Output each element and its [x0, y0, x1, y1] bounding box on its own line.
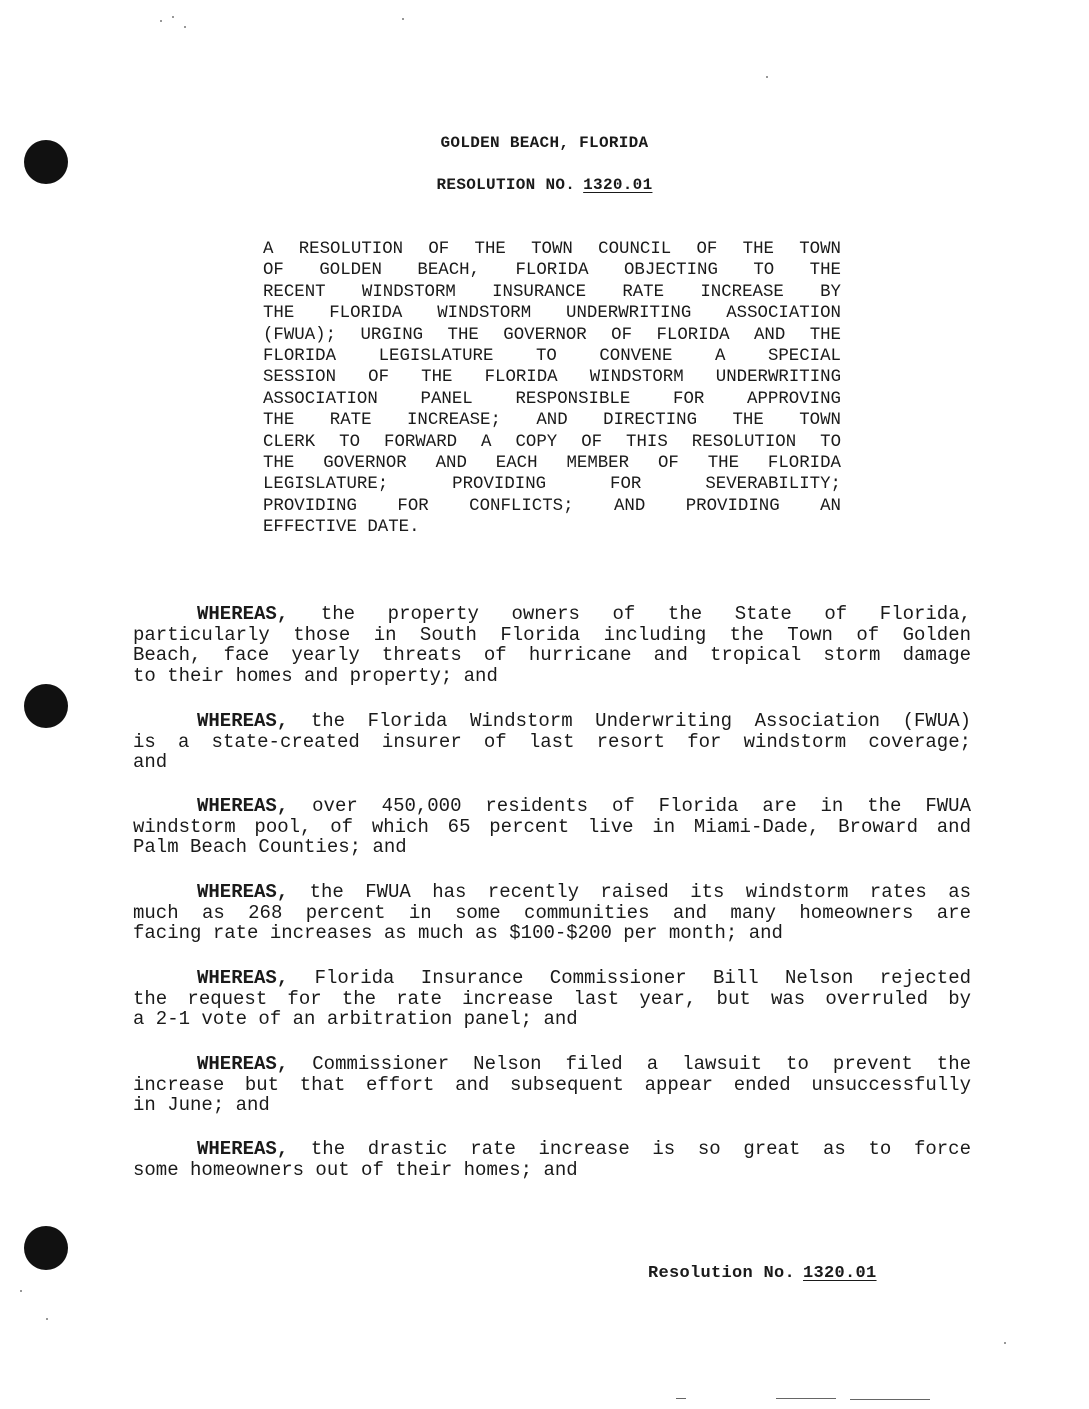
whereas-line: increase but that effort and subsequent appear ended unsuccessfully: [133, 1073, 971, 1096]
title-line: SESSION OF THE FLORIDA WINDSTORM UNDERWRITING: [263, 368, 841, 388]
title-line: PROVIDING FOR CONFLICTS; AND PROVIDING AN: [263, 496, 841, 516]
whereas-line: in June; and: [133, 1094, 270, 1116]
title-line: THE RATE INCREASE; AND DIRECTING THE TOWN: [263, 411, 841, 431]
whereas-first-text: over 450,000 residents of Florida are in the FWUA: [312, 795, 971, 817]
whereas-line: some homeowners out of their homes; and: [133, 1158, 578, 1181]
footer-resolution-number: [648, 1264, 877, 1283]
whereas-paragraph: [133, 711, 971, 773]
whereas-paragraph: [133, 1139, 971, 1180]
scan-speck: [46, 1318, 48, 1320]
whereas-keyword: WHEREAS,: [197, 967, 289, 989]
title-line: OF GOLDEN BEACH, FLORIDA OBJECTING TO THE: [263, 261, 841, 281]
whereas-first-text: the property owners of the State of Florida,: [320, 603, 972, 625]
whereas-first-line: [133, 796, 971, 817]
whereas-line: the request for the rate increase last year, but was overruled by: [133, 987, 971, 1010]
whereas-first-line: [133, 882, 971, 903]
title-line: (FWUA); URGING THE GOVERNOR OF FLORIDA AND THE: [263, 325, 841, 345]
whereas-line: much as 268 percent in some communities and many homeowners are: [133, 901, 971, 924]
title-line: THE GOVERNOR AND EACH MEMBER OF THE FLORIDA: [263, 454, 841, 474]
whereas-paragraph: [133, 604, 971, 686]
resolution-number-line: [0, 176, 1089, 194]
punch-hole-middle: [24, 684, 68, 728]
title-line: RECENT WINDSTORM INSURANCE RATE INCREASE BY: [263, 282, 841, 302]
whereas-line: facing rate increases as much as $100-$200 per month; and: [133, 922, 783, 944]
whereas-line: Beach, face yearly threats of hurricane and tropical storm damage: [133, 644, 971, 666]
whereas-keyword: WHEREAS,: [197, 795, 289, 817]
scan-speck: [766, 76, 768, 78]
title-line: LEGISLATURE; PROVIDING FOR SEVERABILITY;: [263, 475, 841, 495]
whereas-keyword: WHEREAS,: [197, 710, 289, 732]
title-line: A RESOLUTION OF THE TOWN COUNCIL OF THE TOWN: [263, 240, 841, 259]
whereas-paragraph: [133, 796, 971, 858]
whereas-first-text: Florida Insurance Commissioner Bill Nelson rejected: [314, 967, 971, 989]
title-line: CLERK TO FORWARD A COPY OF THIS RESOLUTION TO: [263, 432, 841, 452]
whereas-first-text: the Florida Windstorm Underwriting Association (FWUA): [310, 710, 971, 732]
resolution-title: [263, 239, 841, 539]
whereas-first-line: [133, 968, 971, 989]
scan-speck: [20, 1290, 22, 1292]
whereas-first-line: [133, 1139, 971, 1160]
scan-speck: [402, 18, 404, 20]
title-line: ASSOCIATION PANEL RESPONSIBLE FOR APPROVING: [263, 389, 841, 409]
whereas-first-line: [133, 604, 971, 625]
whereas-line: to their homes and property; and: [133, 664, 498, 687]
whereas-line: particularly those in South Florida including the Town of Golden: [133, 623, 971, 646]
whereas-keyword: WHEREAS,: [197, 1138, 289, 1160]
whereas-line: windstorm pool, of which 65 percent live in Miami-Dade, Broward and: [133, 815, 971, 838]
scan-speck: [1004, 1342, 1006, 1344]
whereas-paragraph: [133, 882, 971, 944]
title-line: THE FLORIDA WINDSTORM UNDERWRITING ASSOCIATION: [263, 304, 841, 324]
scan-speck: [184, 26, 186, 28]
resolution-prefix: RESOLUTION NO.: [436, 176, 576, 194]
title-line: EFFECTIVE DATE.: [263, 518, 420, 538]
whereas-first-line: [133, 1054, 971, 1075]
whereas-first-text: the drastic rate increase is so great as to force: [310, 1138, 971, 1160]
scan-mark: [776, 1398, 836, 1399]
scan-mark: [850, 1399, 930, 1400]
footer-prefix: Resolution No.: [648, 1264, 796, 1283]
whereas-first-text: Commissioner Nelson filed a lawsuit to prevent the: [312, 1053, 971, 1075]
whereas-keyword: WHEREAS,: [197, 1053, 289, 1075]
whereas-line: Palm Beach Counties; and: [133, 836, 407, 858]
whereas-paragraph: [133, 968, 971, 1030]
whereas-first-line: [133, 711, 971, 732]
whereas-first-text: the FWUA has recently raised its windstorm rates as: [309, 881, 971, 903]
scan-mark: [676, 1398, 686, 1399]
scan-speck: [160, 20, 162, 22]
whereas-keyword: WHEREAS,: [197, 603, 289, 625]
scan-speck: [172, 16, 174, 18]
document-heading: GOLDEN BEACH, FLORIDA: [440, 134, 649, 152]
resolution-number: 1320.01: [583, 176, 653, 194]
whereas-line: and: [133, 751, 168, 773]
whereas-line: a 2-1 vote of an arbitration panel; and: [133, 1008, 578, 1030]
whereas-keyword: WHEREAS,: [197, 881, 289, 903]
whereas-line: is a state-created insurer of last resort for windstorm coverage;: [133, 730, 971, 753]
punch-hole-bottom: [24, 1226, 68, 1270]
whereas-paragraph: [133, 1054, 971, 1116]
title-line: FLORIDA LEGISLATURE TO CONVENE A SPECIAL: [263, 347, 841, 367]
footer-number: 1320.01: [803, 1264, 877, 1283]
